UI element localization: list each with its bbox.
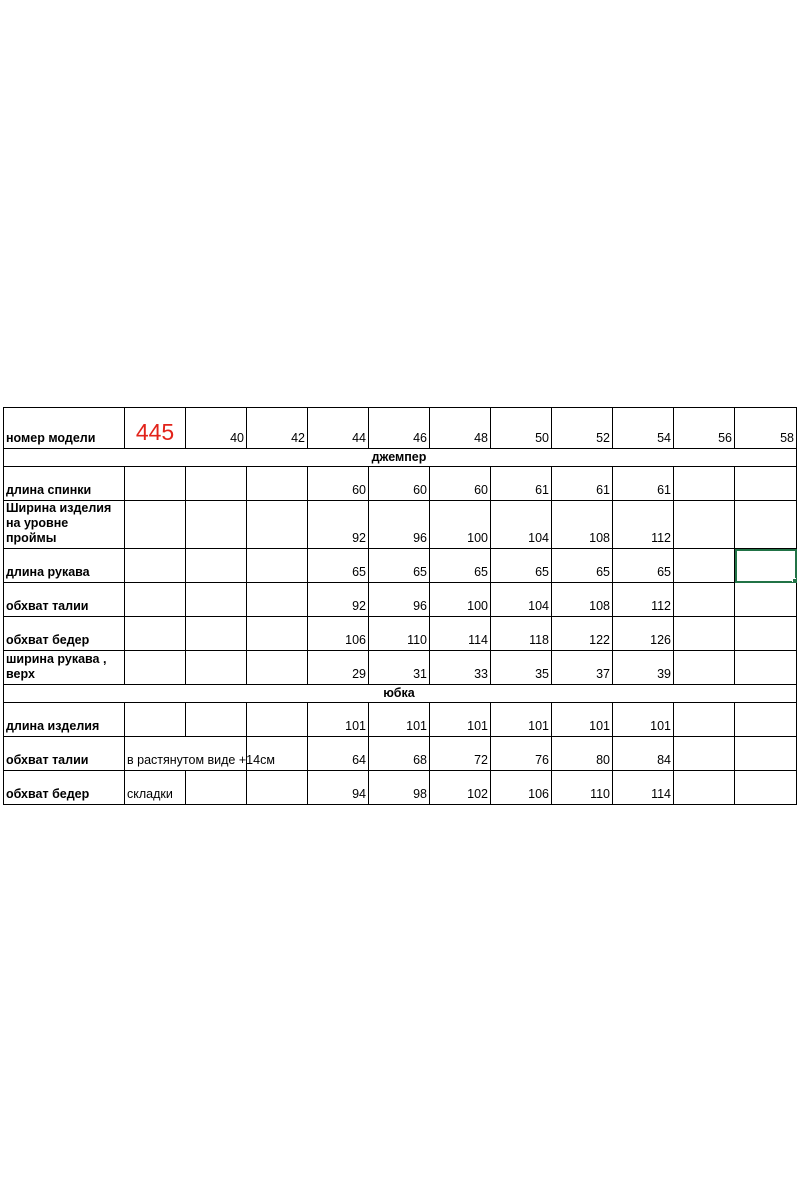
value-cell[interactable]: 68 bbox=[369, 737, 430, 771]
selected-cell[interactable] bbox=[735, 549, 797, 583]
value-cell[interactable]: 65 bbox=[308, 549, 369, 583]
measurement-label-cell[interactable]: длина спинки bbox=[4, 467, 125, 501]
value-cell[interactable]: 106 bbox=[308, 617, 369, 651]
fill-handle[interactable] bbox=[792, 578, 797, 583]
value-cell[interactable] bbox=[247, 467, 308, 501]
value-cell[interactable]: 60 bbox=[430, 467, 491, 501]
value-cell[interactable] bbox=[186, 617, 247, 651]
value-cell[interactable] bbox=[674, 703, 735, 737]
value-cell[interactable] bbox=[735, 583, 797, 617]
note-cell[interactable] bbox=[125, 549, 186, 583]
measurement-label-cell[interactable]: обхват талии bbox=[4, 737, 125, 771]
size-header-cell[interactable]: 58 bbox=[735, 408, 797, 449]
size-chart-table bbox=[3, 407, 797, 805]
measurement-label-cell[interactable]: обхват талии bbox=[4, 583, 125, 617]
value-cell[interactable]: 101 bbox=[369, 703, 430, 737]
value-cell[interactable]: 61 bbox=[491, 467, 552, 501]
value-cell[interactable]: 108 bbox=[552, 501, 613, 549]
value-cell[interactable]: 65 bbox=[369, 549, 430, 583]
value-cell[interactable]: 65 bbox=[430, 549, 491, 583]
value-cell[interactable] bbox=[674, 583, 735, 617]
table-row bbox=[4, 651, 797, 685]
value-cell[interactable]: 102 bbox=[430, 771, 491, 805]
measurement-label-cell[interactable]: обхват бедер bbox=[4, 617, 125, 651]
model-label-cell[interactable]: номер модели bbox=[4, 408, 125, 449]
value-cell[interactable]: 37 bbox=[552, 651, 613, 685]
note-cell[interactable] bbox=[125, 583, 186, 617]
measurement-label-cell[interactable]: длина изделия bbox=[4, 703, 125, 737]
value-cell[interactable]: 84 bbox=[613, 737, 674, 771]
value-cell[interactable]: 106 bbox=[491, 771, 552, 805]
size-header-cell[interactable]: 40 bbox=[186, 408, 247, 449]
size-header-cell[interactable]: 54 bbox=[613, 408, 674, 449]
note-cell[interactable] bbox=[125, 501, 186, 549]
note-cell[interactable]: в растянутом виде +14см bbox=[125, 737, 186, 771]
table-row bbox=[4, 583, 797, 617]
value-cell[interactable]: 114 bbox=[613, 771, 674, 805]
size-header-cell[interactable]: 46 bbox=[369, 408, 430, 449]
value-cell[interactable]: 61 bbox=[552, 467, 613, 501]
size-header-cell[interactable]: 56 bbox=[674, 408, 735, 449]
value-cell[interactable]: 29 bbox=[308, 651, 369, 685]
value-cell[interactable]: 76 bbox=[491, 737, 552, 771]
size-header-cell[interactable]: 44 bbox=[308, 408, 369, 449]
section-title-cell[interactable]: джемпер bbox=[4, 449, 797, 467]
value-cell[interactable]: 94 bbox=[308, 771, 369, 805]
table-row bbox=[4, 501, 797, 549]
value-cell[interactable]: 96 bbox=[369, 583, 430, 617]
value-cell[interactable] bbox=[186, 703, 247, 737]
value-cell[interactable] bbox=[735, 617, 797, 651]
value-cell[interactable] bbox=[674, 501, 735, 549]
measurement-label-cell[interactable]: ширина рукава , верх bbox=[4, 651, 125, 685]
value-cell[interactable]: 112 bbox=[613, 583, 674, 617]
value-cell[interactable]: 101 bbox=[308, 703, 369, 737]
measurement-label-cell[interactable]: Ширина изделия на уровне проймы bbox=[4, 501, 125, 549]
measurement-label-cell[interactable]: длина рукава bbox=[4, 549, 125, 583]
value-cell[interactable]: 98 bbox=[369, 771, 430, 805]
value-cell[interactable] bbox=[186, 501, 247, 549]
value-cell[interactable]: 92 bbox=[308, 583, 369, 617]
value-cell[interactable] bbox=[674, 771, 735, 805]
value-cell[interactable]: 65 bbox=[491, 549, 552, 583]
size-header-cell[interactable]: 50 bbox=[491, 408, 552, 449]
note-cell[interactable] bbox=[125, 617, 186, 651]
note-cell[interactable] bbox=[125, 467, 186, 501]
table-row bbox=[4, 467, 797, 501]
value-cell[interactable]: 122 bbox=[552, 617, 613, 651]
table-row bbox=[4, 737, 797, 771]
value-cell[interactable]: 92 bbox=[308, 501, 369, 549]
value-cell[interactable] bbox=[186, 651, 247, 685]
value-cell[interactable]: 101 bbox=[491, 703, 552, 737]
value-cell[interactable] bbox=[735, 467, 797, 501]
value-cell[interactable] bbox=[735, 703, 797, 737]
value-cell[interactable]: 80 bbox=[552, 737, 613, 771]
value-cell[interactable]: 118 bbox=[491, 617, 552, 651]
value-cell[interactable]: 110 bbox=[369, 617, 430, 651]
section-row bbox=[4, 685, 797, 703]
value-cell[interactable] bbox=[735, 771, 797, 805]
value-cell[interactable] bbox=[186, 467, 247, 501]
value-cell[interactable]: 101 bbox=[430, 703, 491, 737]
value-cell[interactable] bbox=[247, 549, 308, 583]
value-cell[interactable]: 31 bbox=[369, 651, 430, 685]
value-cell[interactable]: 100 bbox=[430, 501, 491, 549]
table-row bbox=[4, 771, 797, 805]
value-cell[interactable]: 39 bbox=[613, 651, 674, 685]
value-cell[interactable] bbox=[186, 583, 247, 617]
model-number-cell[interactable]: 445 bbox=[125, 408, 186, 449]
value-cell[interactable] bbox=[674, 549, 735, 583]
value-cell[interactable] bbox=[674, 737, 735, 771]
value-cell[interactable]: 65 bbox=[552, 549, 613, 583]
value-cell[interactable] bbox=[674, 651, 735, 685]
header-row bbox=[4, 408, 797, 449]
value-cell[interactable]: 126 bbox=[613, 617, 674, 651]
value-cell[interactable] bbox=[186, 549, 247, 583]
table-row bbox=[4, 617, 797, 651]
value-cell[interactable]: 64 bbox=[308, 737, 369, 771]
value-cell[interactable]: 96 bbox=[369, 501, 430, 549]
value-cell[interactable]: 108 bbox=[552, 583, 613, 617]
note-cell[interactable] bbox=[125, 651, 186, 685]
value-cell[interactable]: 101 bbox=[613, 703, 674, 737]
value-cell[interactable]: 110 bbox=[552, 771, 613, 805]
value-cell[interactable] bbox=[186, 771, 247, 805]
value-cell[interactable]: 104 bbox=[491, 501, 552, 549]
value-cell[interactable] bbox=[247, 703, 308, 737]
value-cell[interactable]: 100 bbox=[430, 583, 491, 617]
section-title-cell[interactable]: юбка bbox=[4, 685, 797, 703]
value-cell[interactable] bbox=[735, 651, 797, 685]
size-header-cell[interactable]: 48 bbox=[430, 408, 491, 449]
value-cell[interactable]: 104 bbox=[491, 583, 552, 617]
value-cell[interactable]: 101 bbox=[552, 703, 613, 737]
value-cell[interactable] bbox=[247, 583, 308, 617]
measurement-label-cell[interactable]: обхват бедер bbox=[4, 771, 125, 805]
value-cell[interactable]: 112 bbox=[613, 501, 674, 549]
value-cell[interactable]: 72 bbox=[430, 737, 491, 771]
size-header-cell[interactable]: 52 bbox=[552, 408, 613, 449]
value-cell[interactable] bbox=[735, 737, 797, 771]
table-row bbox=[4, 549, 797, 583]
note-cell[interactable] bbox=[125, 703, 186, 737]
value-cell[interactable] bbox=[674, 617, 735, 651]
value-cell[interactable]: 65 bbox=[613, 549, 674, 583]
value-cell[interactable]: 35 bbox=[491, 651, 552, 685]
note-cell[interactable]: складки bbox=[125, 771, 186, 805]
section-row bbox=[4, 449, 797, 467]
value-cell[interactable] bbox=[247, 617, 308, 651]
value-cell[interactable]: 60 bbox=[308, 467, 369, 501]
value-cell[interactable] bbox=[247, 501, 308, 549]
value-cell[interactable] bbox=[674, 467, 735, 501]
value-cell[interactable]: 114 bbox=[430, 617, 491, 651]
value-cell[interactable]: 61 bbox=[613, 467, 674, 501]
table-row bbox=[4, 703, 797, 737]
value-cell[interactable] bbox=[735, 501, 797, 549]
value-cell[interactable]: 60 bbox=[369, 467, 430, 501]
value-cell[interactable] bbox=[247, 771, 308, 805]
size-header-cell[interactable]: 42 bbox=[247, 408, 308, 449]
value-cell[interactable]: 33 bbox=[430, 651, 491, 685]
value-cell[interactable] bbox=[247, 651, 308, 685]
